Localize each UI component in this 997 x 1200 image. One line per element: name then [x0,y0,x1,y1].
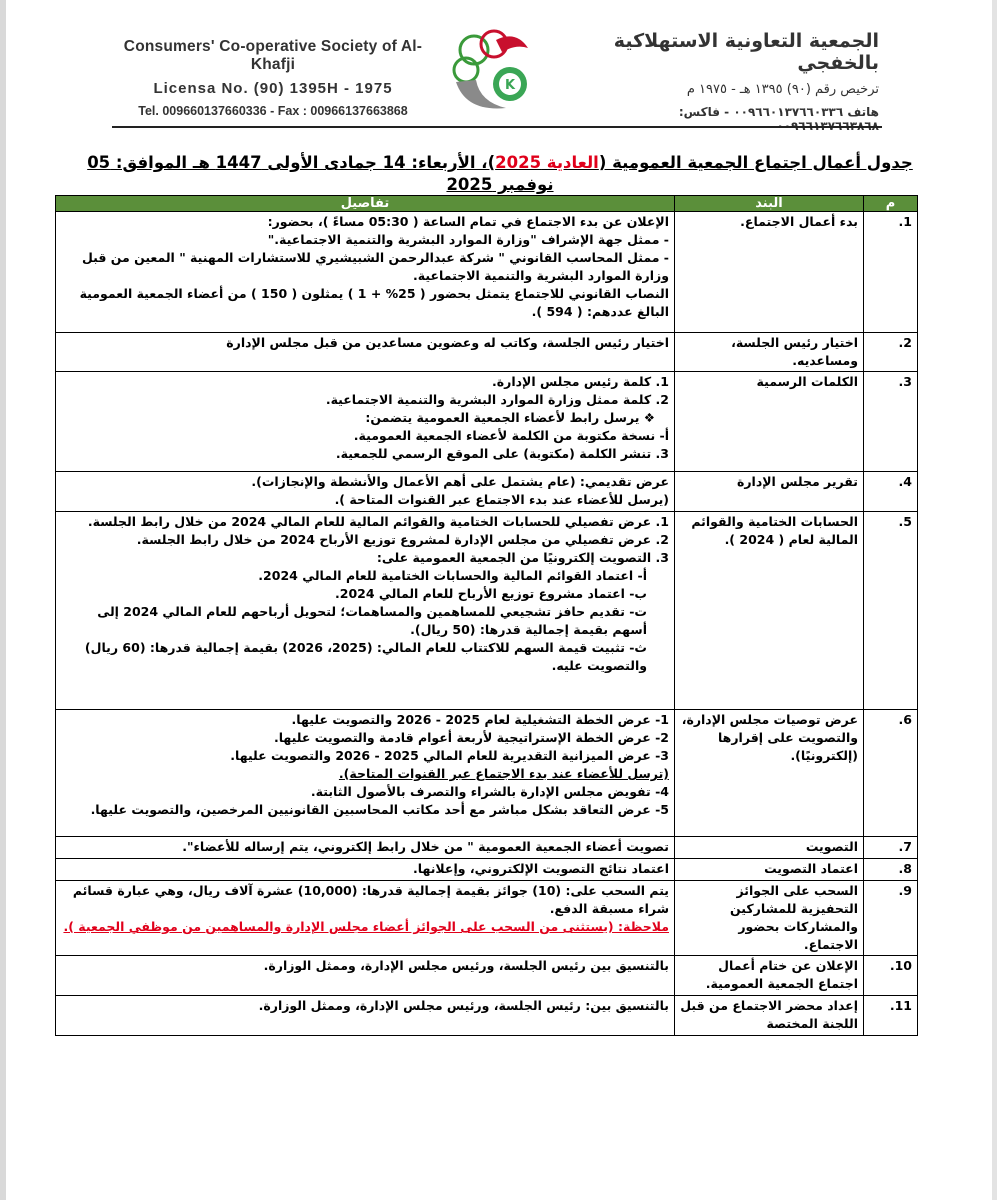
row-item: بدء أعمال الاجتماع. [675,212,864,333]
page-edge-left [0,0,6,1200]
letterhead-divider [112,126,882,128]
row-details: 1. كلمة رئيس مجلس الإدارة. 2. كلمة ممثل وزارة الموارد البشرية والتنمية الاجتماعية. ❖ يرسل رابط لأعضاء الجمعية العمومية يتضمن: أ- نسخة مكتوبة من الكلمة لأعضاء الجمعية العمومية. 3. تنشر الكلمة (مكتوبة) على الموقع الرسمي للجمعية. [56,372,675,472]
row-details: بالتنسيق بين رئيس الجلسة، ورئيس مجلس الإدارة، وممثل الوزارة. [56,956,675,996]
row-number: 1. [864,212,918,333]
row-item: الإعلان عن ختام أعمال اجتماع الجمعية العمومية. [675,956,864,996]
header-details: تفاصيل [56,196,675,212]
table-header-row [56,196,918,212]
row-item: اختيار رئيس الجلسة، ومساعديه. [675,333,864,372]
row-number: 8. [864,859,918,881]
table-row [56,837,918,859]
note-exclusion: ملاحظة: (يستثنى من السحب على الجوائز أعضاء مجلس الإدارة والمساهمين من موظفي الجمعية ). [63,919,669,934]
table-row [56,956,918,996]
row-details: اعتماد نتائج التصويت الإلكتروني، وإعلانها. [56,859,675,881]
row-number: 9. [864,881,918,956]
row-item: عرض توصيات مجلس الإدارة، والتصويت على إقرارها (إلكترونيًا). [675,710,864,837]
row-item: السحب على الجوائز التحفيزية للمشاركين والمشاركات بحضور الاجتماع. [675,881,864,956]
row-item: الكلمات الرسمية [675,372,864,472]
contact-en: Tel. 009660137660336 - Fax : 00966137663868 [138,104,408,118]
row-details: 1. عرض تفصيلي للحسابات الختامية والقوائم المالية للعام المالي 2024 من خلال رابط الجلسة. 2. عرض تفصيلي من مجلس الإدارة لمشروع توزيع الأرباح 2024 من خلال رابط الجلسة. 3. التصويت إلكترونيًا من الجمعية العمومية على: أ- اعتماد القوائم المالية والحسابات الختامية للعام المالي 2024. ب- اعتماد مشروع توزيع الأرباح للعام المالي 2024. ت- تقديم حافز تشجيعي للمساهمين والمساهمات؛ لتحويل أرباحهم للعام المالي 2024 إلى أسهم بقيمة إجمالية قدرها: (50 ريال). ث- تثبيت قيمة السهم للاكتتاب للعام المالي: (2025، 2026) بقيمة إجمالية قدرها: (60 ريال) والتصويت عليه. [56,512,675,710]
row-number: 11. [864,996,918,1036]
header-num: م [864,196,918,212]
row-number: 4. [864,472,918,512]
table-row [56,472,918,512]
header-item: البند [675,196,864,212]
row-details: الإعلان عن بدء الاجتماع في تمام الساعة ( 05:30 مساءً )، بحضور: - ممثل جهة الإشراف "وزارة الموارد البشرية والتنمية الاجتماعية." - ممثل المحاسب القانوني " شركة عبدالرحمن الشبيشيري للاستشارات المهنية " المعين من قبل وزارة الموارد البشرية والتنمية الاجتماعية. النصاب القانوني للاجتماع يتمثل بحضور ( 25% + 1 ) يمثلون ( 150 ) من أعضاء الجمعية العمومية البالغ عددهم: ( 594 ). [56,212,675,333]
table-row [56,996,918,1036]
row-details: بالتنسيق بين: رئيس الجلسة، ورئيس مجلس الإدارة، وممثل الوزارة. [56,996,675,1036]
society-name-en: Consumers' Co-operative Society of Al-Khafji [123,38,423,73]
society-name-ar: الجمعية التعاونية الاستهلاكية بالخفجي [613,30,879,74]
row-item: إعداد محضر الاجتماع من قبل اللجنة المختصة [675,996,864,1036]
table-row [56,512,918,710]
society-logo-icon [436,22,546,122]
row-number: 2. [864,333,918,372]
contact-ar: هاتف ٠٠٩٦٦٠١٣٧٦٦٠٣٣٦ - فاكس: [678,105,879,119]
row-item: الحسابات الختامية والقوائم المالية لعام ( 2024 ). [675,512,864,710]
letterhead-english [118,38,428,118]
row-number: 7. [864,837,918,859]
row-details: عرض تقديمي: (عام يشتمل على أهم الأعمال والأنشطة والإنجازات). (يرسل للأعضاء عند بدء الاجتماع عبر القنوات المتاحة ). [56,472,675,512]
row-details: يتم السحب على: (10) جوائز بقيمة إجمالية قدرها: (10,000) عشرة آلاف ريال، وهي عبارة قسائم شراء مسبقة الدفع. ملاحظة: (يستثنى من السحب على الجوائز أعضاء مجلس الإدارة والمساهمين من موظفي الجمعية ). [56,881,675,956]
row-number: 5. [864,512,918,710]
row-item: تقرير مجلس الإدارة [675,472,864,512]
table-row [56,881,918,956]
row-number: 3. [864,372,918,472]
page-title: جدول أعمال اجتماع الجمعية العمومية (العادية 2025)، الأربعاء: 14 جمادى الأولى 1447 هـ الموافق: 05 نوفمبر 2025 [87,153,913,194]
license-en: Licensa No. (90) 1395H - 1975 [153,80,393,97]
table-row [56,212,918,333]
row-details: 1- عرض الخطة التشغيلية لعام 2025 - 2026 والتصويت عليها. 2- عرض الخطة الإستراتيجية لأربعة أعوام قادمة والتصويت عليها. 3- عرض الميزانية التقديرية للعام المالي 2025 - 2026 والتصويت عليها. (ترسل للأعضاء عند بدء الاجتماع عبر القنوات المتاحة). 4- تفويض مجلس الإدارة بالشراء والتصرف بالأصول الثابتة. 5- عرض التعاقد بشكل مباشر مع أحد مكاتب المحاسبين القانونيين المرخصين، والتصويت عليها. [56,710,675,837]
letterhead-arabic [579,30,879,133]
table-row [56,372,918,472]
row-details: تصويت أعضاء الجمعية العمومية " من خلال رابط إلكتروني، يتم إرساله للأعضاء". [56,837,675,859]
title-meeting-type: العادية 2025 [495,153,599,172]
row-details: اختيار رئيس الجلسة، وكاتب له وعضوين مساعدين من قبل مجلس الإدارة [56,333,675,372]
table-row [56,859,918,881]
row-item: التصويت [675,837,864,859]
svg-text:K: K [504,78,516,93]
agenda-table [55,195,918,1036]
row-item: اعتماد التصويت [675,859,864,881]
row-number: 6. [864,710,918,837]
table-row [56,710,918,837]
row-number: 10. [864,956,918,996]
table-row [56,333,918,372]
license-ar: ترخيص رقم (٩٠) ١٣٩٥ هـ - ١٩٧٥ م [686,82,879,97]
page-edge-right [992,0,997,1200]
